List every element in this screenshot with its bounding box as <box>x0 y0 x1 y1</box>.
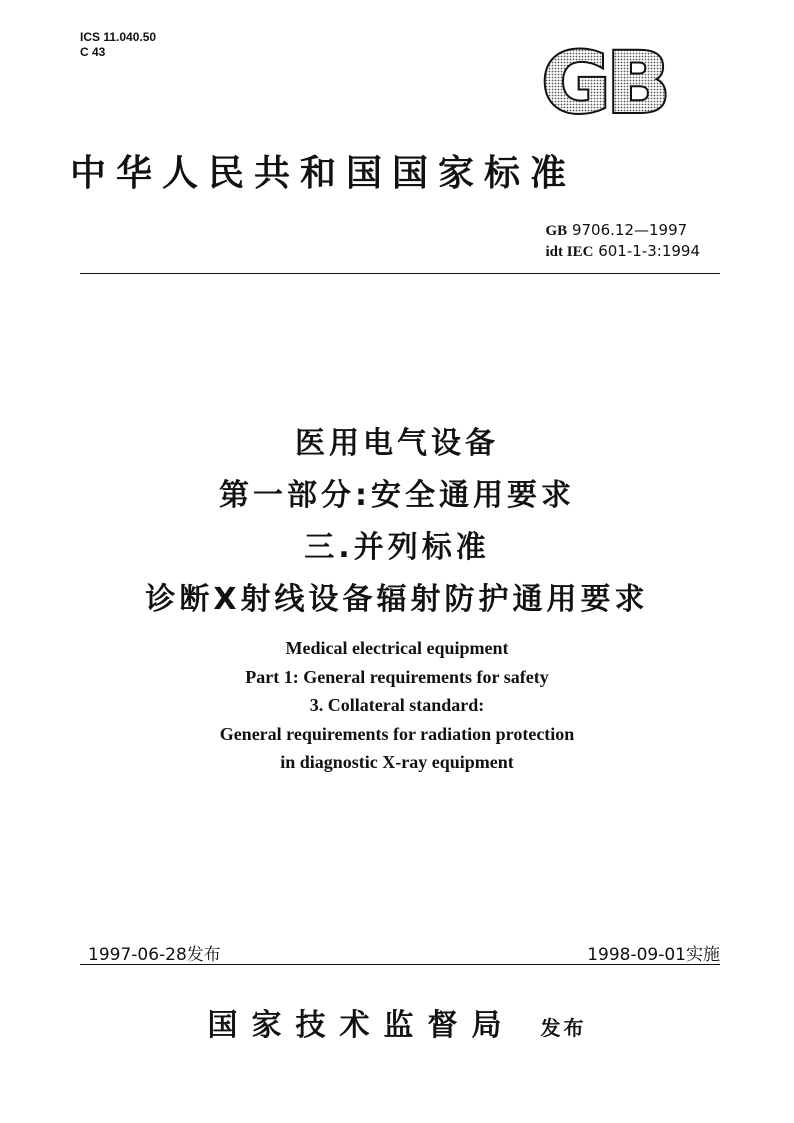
issuer-block <box>0 1000 794 1044</box>
issuer-name: 国家技术监督局 <box>207 1008 516 1043</box>
classification-codes <box>80 30 156 60</box>
en-title-line-3: 3. Collateral standard: <box>309 695 485 715</box>
issuer-suffix: 发布 <box>540 1016 587 1040</box>
class-code: C 43 <box>80 45 106 59</box>
en-title-line-1: Medical electrical equipment <box>285 638 509 658</box>
english-title <box>0 634 794 777</box>
idt-label: idt IEC <box>545 244 594 260</box>
gb-number-line <box>546 220 701 241</box>
national-standard-title: 中华人民共和国国家标准 <box>70 152 577 194</box>
ics-code: ICS 11.040.50 <box>80 30 157 44</box>
gb-logo <box>536 40 672 120</box>
publish-date: 1997-06-28发布 <box>88 945 221 965</box>
en-title-line-5: in diagnostic X-ray equipment <box>280 752 514 772</box>
standard-number-block <box>546 220 701 262</box>
bottom-divider <box>80 964 720 965</box>
effective-date: 1998-09-01实施 <box>587 945 720 965</box>
en-title-line-2: Part 1: General requirements for safety <box>245 666 549 687</box>
idt-line <box>546 241 701 262</box>
gb-label: GB <box>545 223 568 239</box>
gb-number: 9706.12—1997 <box>571 221 688 239</box>
gb-logo-text: GB <box>541 40 667 120</box>
cn-title-line-1: 医用电气设备 <box>295 426 499 461</box>
top-divider <box>80 273 720 274</box>
cn-title-line-2: 第一部分:安全通用要求 <box>219 478 575 513</box>
en-title-line-4: General requirements for radiation protection <box>219 723 575 744</box>
cn-title-line-4: 诊断X射线设备辐射防护通用要求 <box>145 582 649 617</box>
chinese-title <box>0 418 794 626</box>
idt-number: 601-1-3:1994 <box>598 242 700 260</box>
cn-title-line-3: 三.并列标准 <box>304 530 490 565</box>
